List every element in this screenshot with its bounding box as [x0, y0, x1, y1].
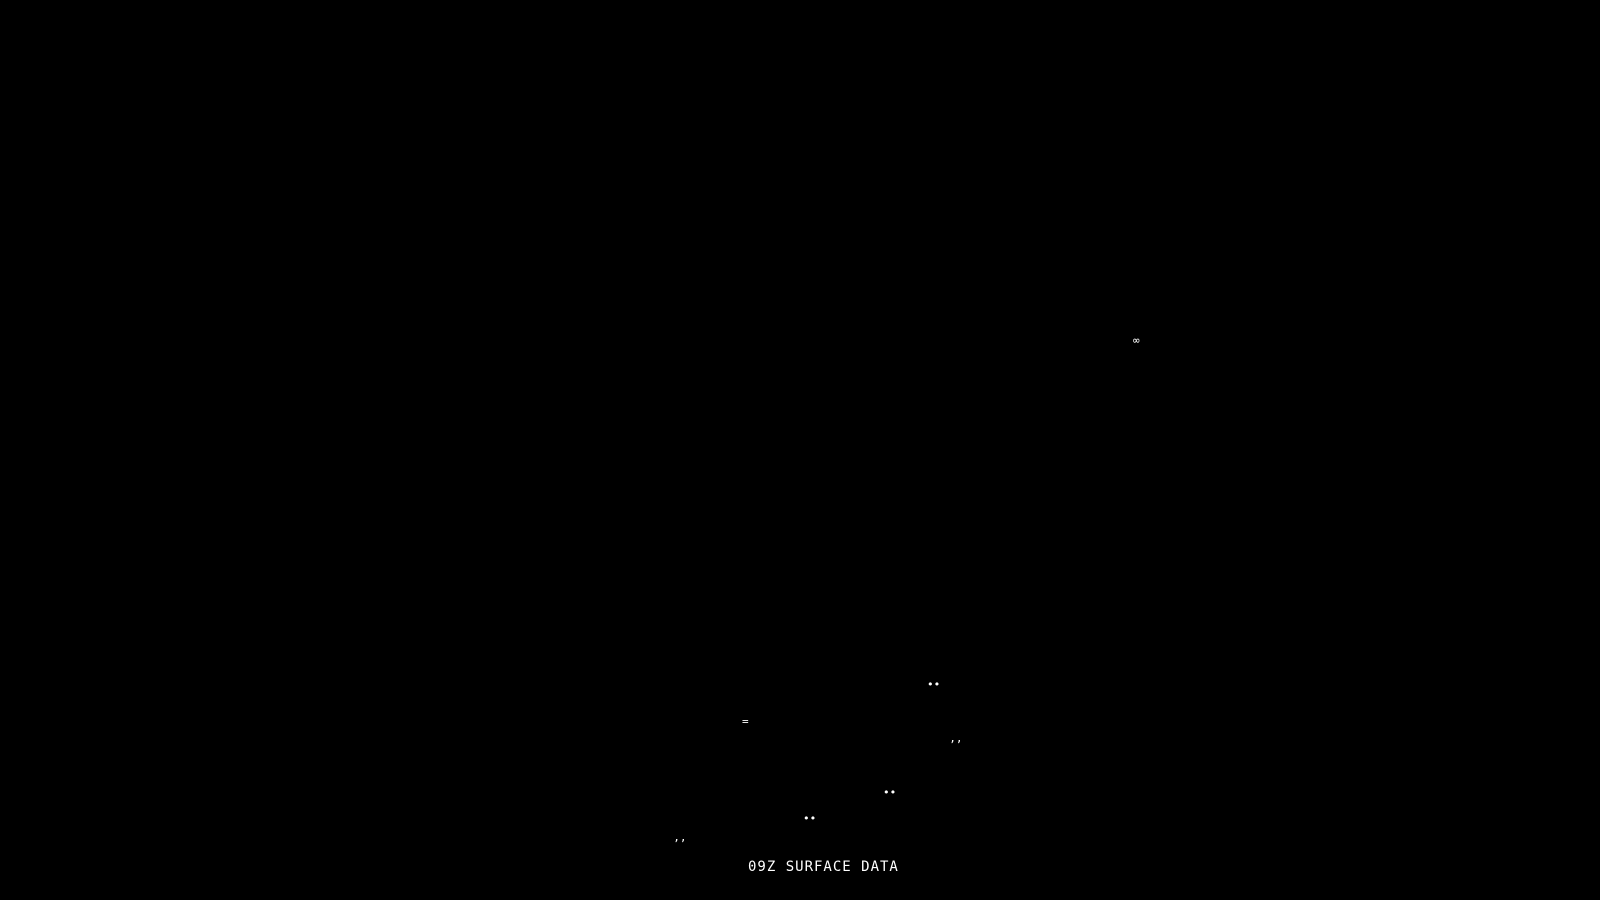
station-symbol-cloud-pair-3: •• [803, 812, 817, 825]
station-symbol-quotes-1: ’’ [949, 738, 963, 751]
station-symbol-cloud-pair-2: •• [883, 786, 897, 799]
map-title: 09Z SURFACE DATA [748, 859, 899, 875]
station-symbol-equals: = [742, 715, 749, 728]
station-symbol-quotes-2: ’’ [673, 837, 687, 850]
station-symbol-infinity: ∞ [1133, 334, 1140, 347]
station-symbol-cloud-pair-1: •• [927, 678, 941, 691]
